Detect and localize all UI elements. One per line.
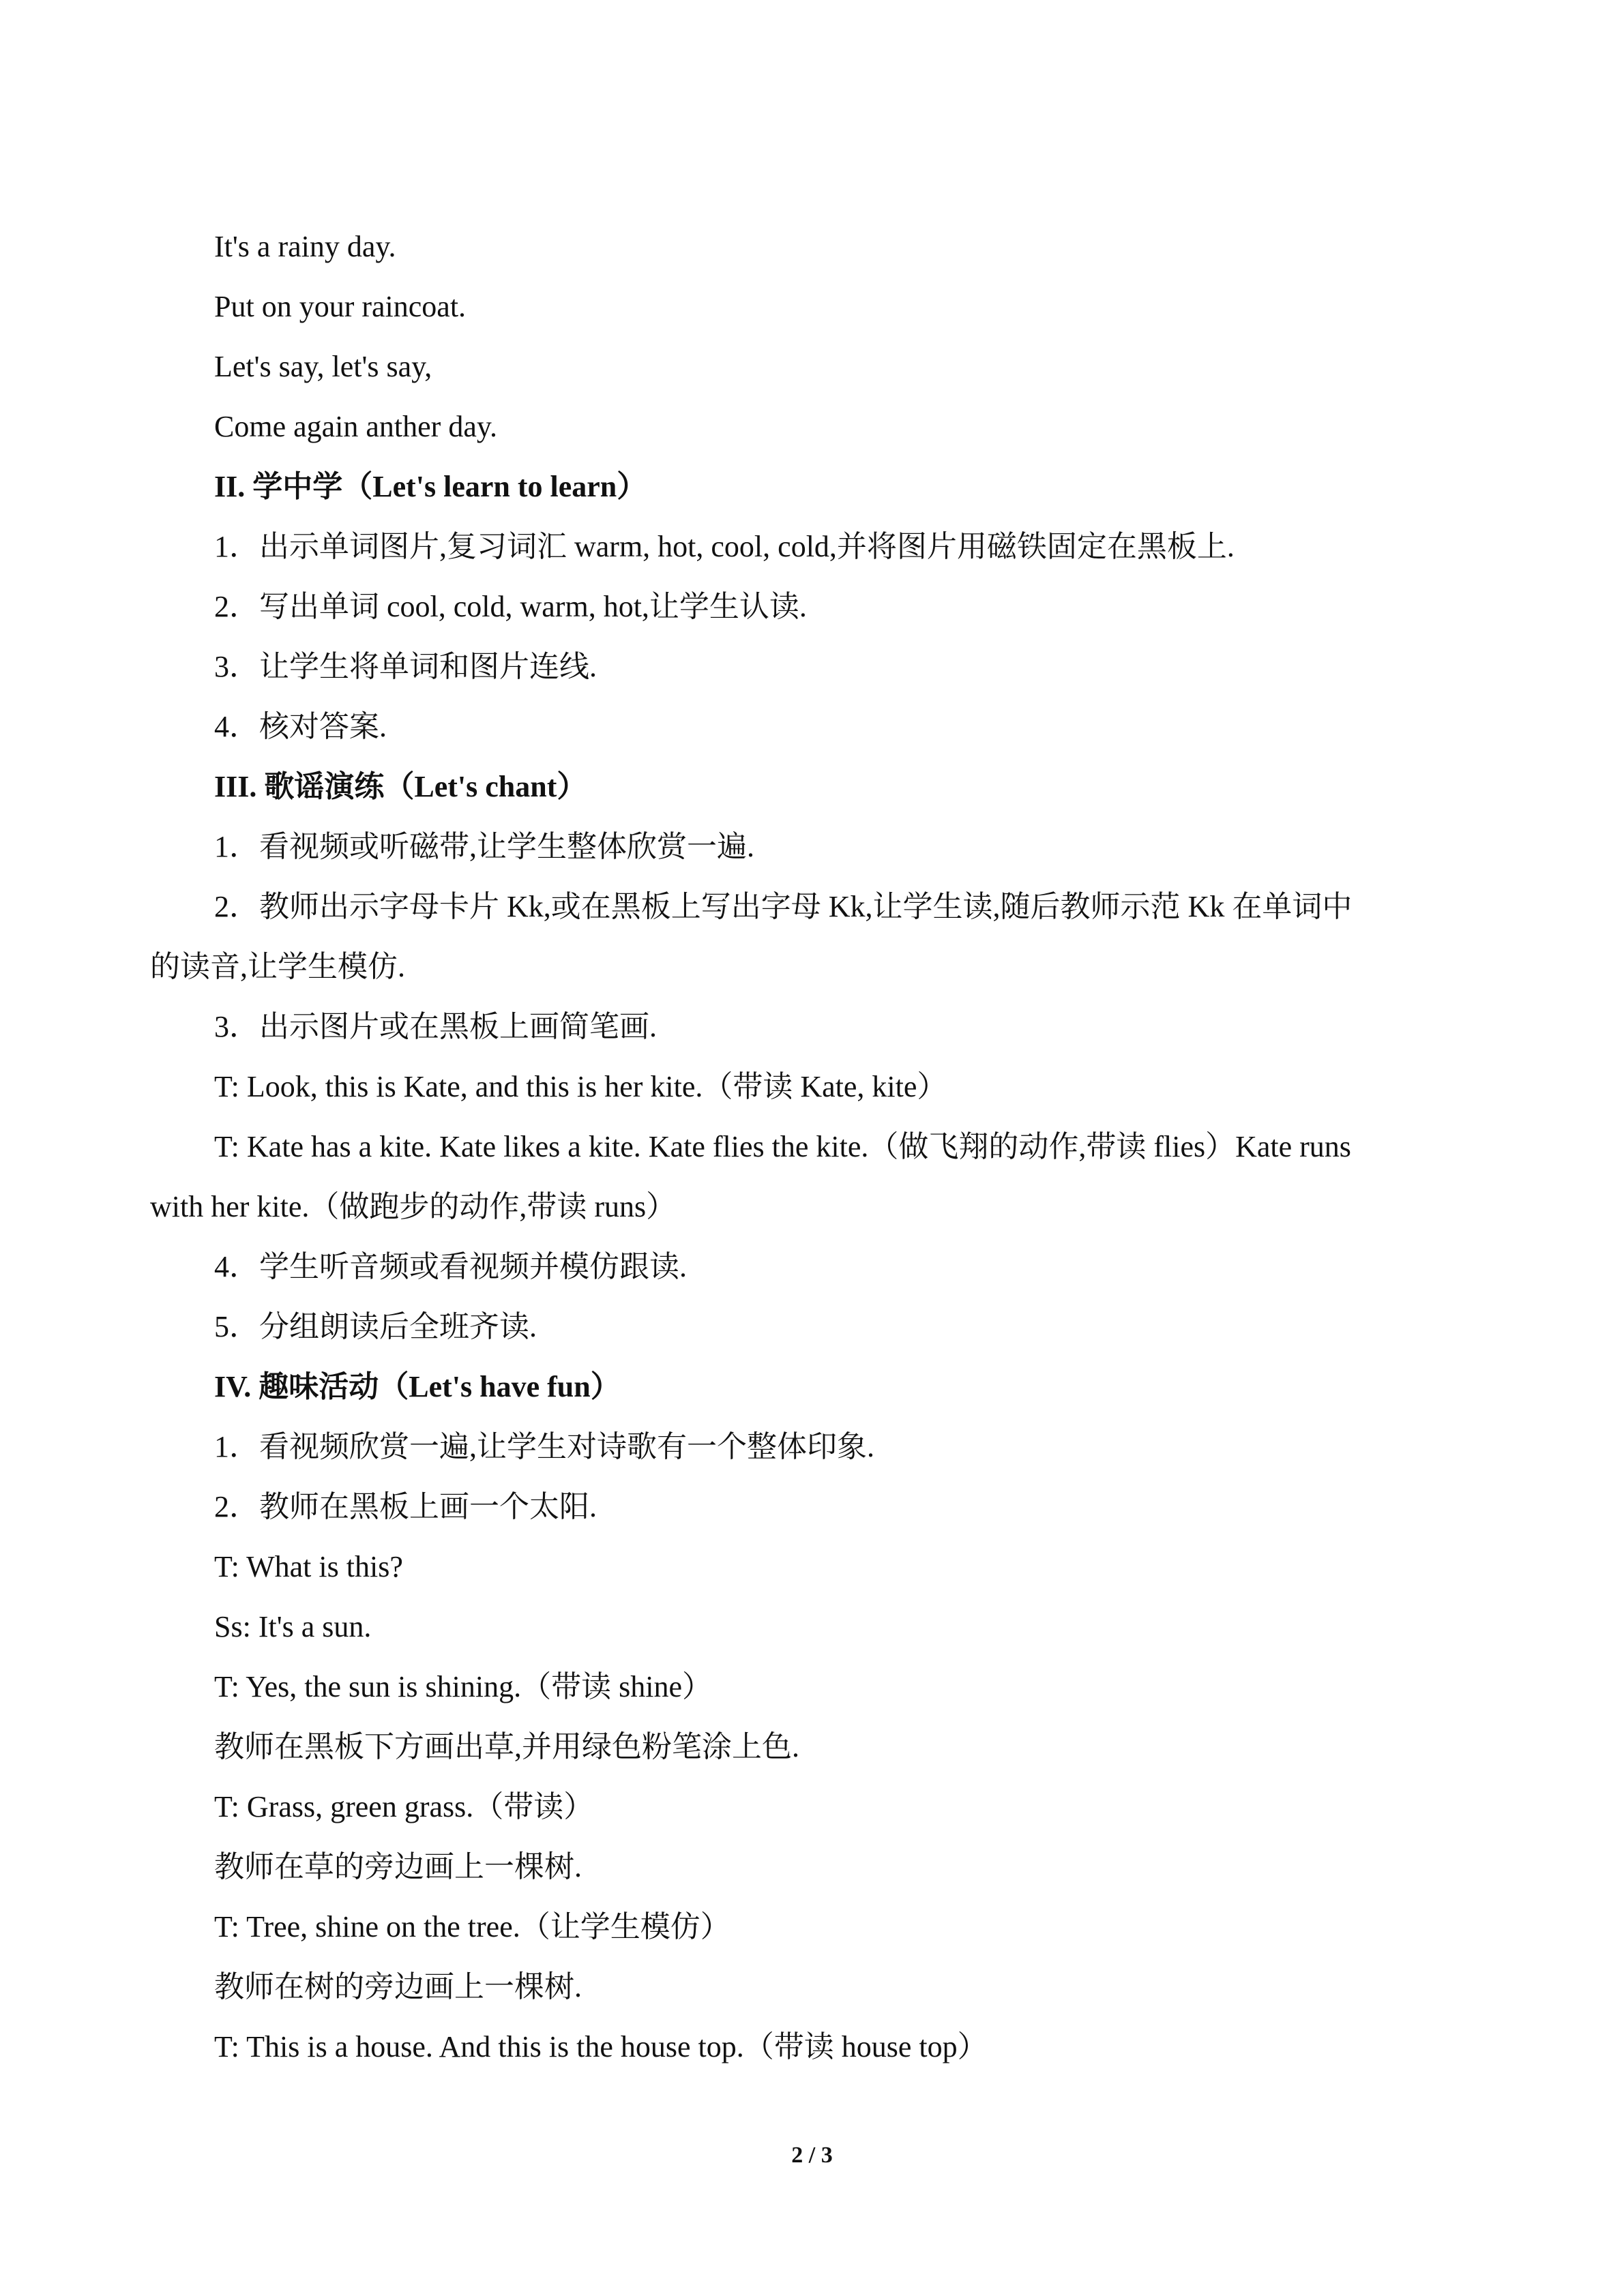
dialogue-line: T: Look, this is Kate, and this is her kite.（带读 Kate, kite） (214, 1070, 947, 1103)
step-item: 4．核对答案. (214, 710, 387, 743)
chant-line-1: It's a rainy day. (214, 230, 396, 263)
page-number: 2 / 3 (791, 2143, 833, 2168)
section-heading-learn: II. 学中学（Let's learn to learn） (214, 470, 647, 503)
dialogue-line-continuation: with her kite.（做跑步的动作,带读 runs） (150, 1190, 677, 1223)
dialogue-line: T: Yes, the sun is shining.（带读 shine） (214, 1670, 712, 1703)
dialogue-line: T: Kate has a kite. Kate likes a kite. Kate flies the kite.（做飞翔的动作,带读 flies）Kate runs (214, 1130, 1351, 1163)
section-heading-chant: III. 歌谣演练（Let's chant） (214, 770, 587, 803)
dialogue-line: T: Tree, shine on the tree.（让学生模仿） (214, 1910, 730, 1943)
lesson-body (150, 217, 1487, 2077)
step-item: 1．看视频或听磁带,让学生整体欣赏一遍. (214, 830, 754, 863)
instruction-line: 教师在草的旁边画上一棵树. (214, 1850, 582, 1883)
step-item-continuation: 的读音,让学生模仿. (150, 950, 405, 983)
step-item: 5．分组朗读后全班齐读. (214, 1310, 537, 1343)
step-item: 1．出示单词图片,复习词汇 warm, hot, cool, cold,并将图片用磁铁固定在黑板上. (214, 530, 1235, 563)
step-item: 3．让学生将单词和图片连线. (214, 650, 597, 683)
step-item: 4．学生听音频或看视频并模仿跟读. (214, 1250, 687, 1283)
step-item: 3．出示图片或在黑板上画简笔画. (214, 1010, 657, 1043)
dialogue-line: T: What is this? (214, 1550, 403, 1583)
section-heading-fun: IV. 趣味活动（Let's have fun） (214, 1370, 621, 1403)
chant-line-2: Put on your raincoat. (214, 290, 467, 323)
chant-line-3: Let's say, let's say, (214, 350, 432, 383)
dialogue-line: Ss: It's a sun. (214, 1610, 372, 1643)
step-item: 2．教师出示字母卡片 Kk,或在黑板上写出字母 Kk,让学生读,随后教师示范 Kk 在单词中 (214, 890, 1353, 923)
instruction-line: 教师在树的旁边画上一棵树. (214, 1970, 582, 2003)
dialogue-line: T: This is a house. And this is the house top.（带读 house top） (214, 2030, 988, 2063)
step-item: 2．教师在黑板上画一个太阳. (214, 1490, 597, 1523)
dialogue-line: T: Grass, green grass.（带读） (214, 1790, 594, 1823)
step-item: 1．看视频欣赏一遍,让学生对诗歌有一个整体印象. (214, 1430, 874, 1463)
instruction-line: 教师在黑板下方画出草,并用绿色粉笔涂上色. (214, 1730, 799, 1763)
chant-line-4: Come again anther day. (214, 410, 497, 443)
step-item: 2．写出单词 cool, cold, warm, hot,让学生认读. (214, 590, 807, 623)
